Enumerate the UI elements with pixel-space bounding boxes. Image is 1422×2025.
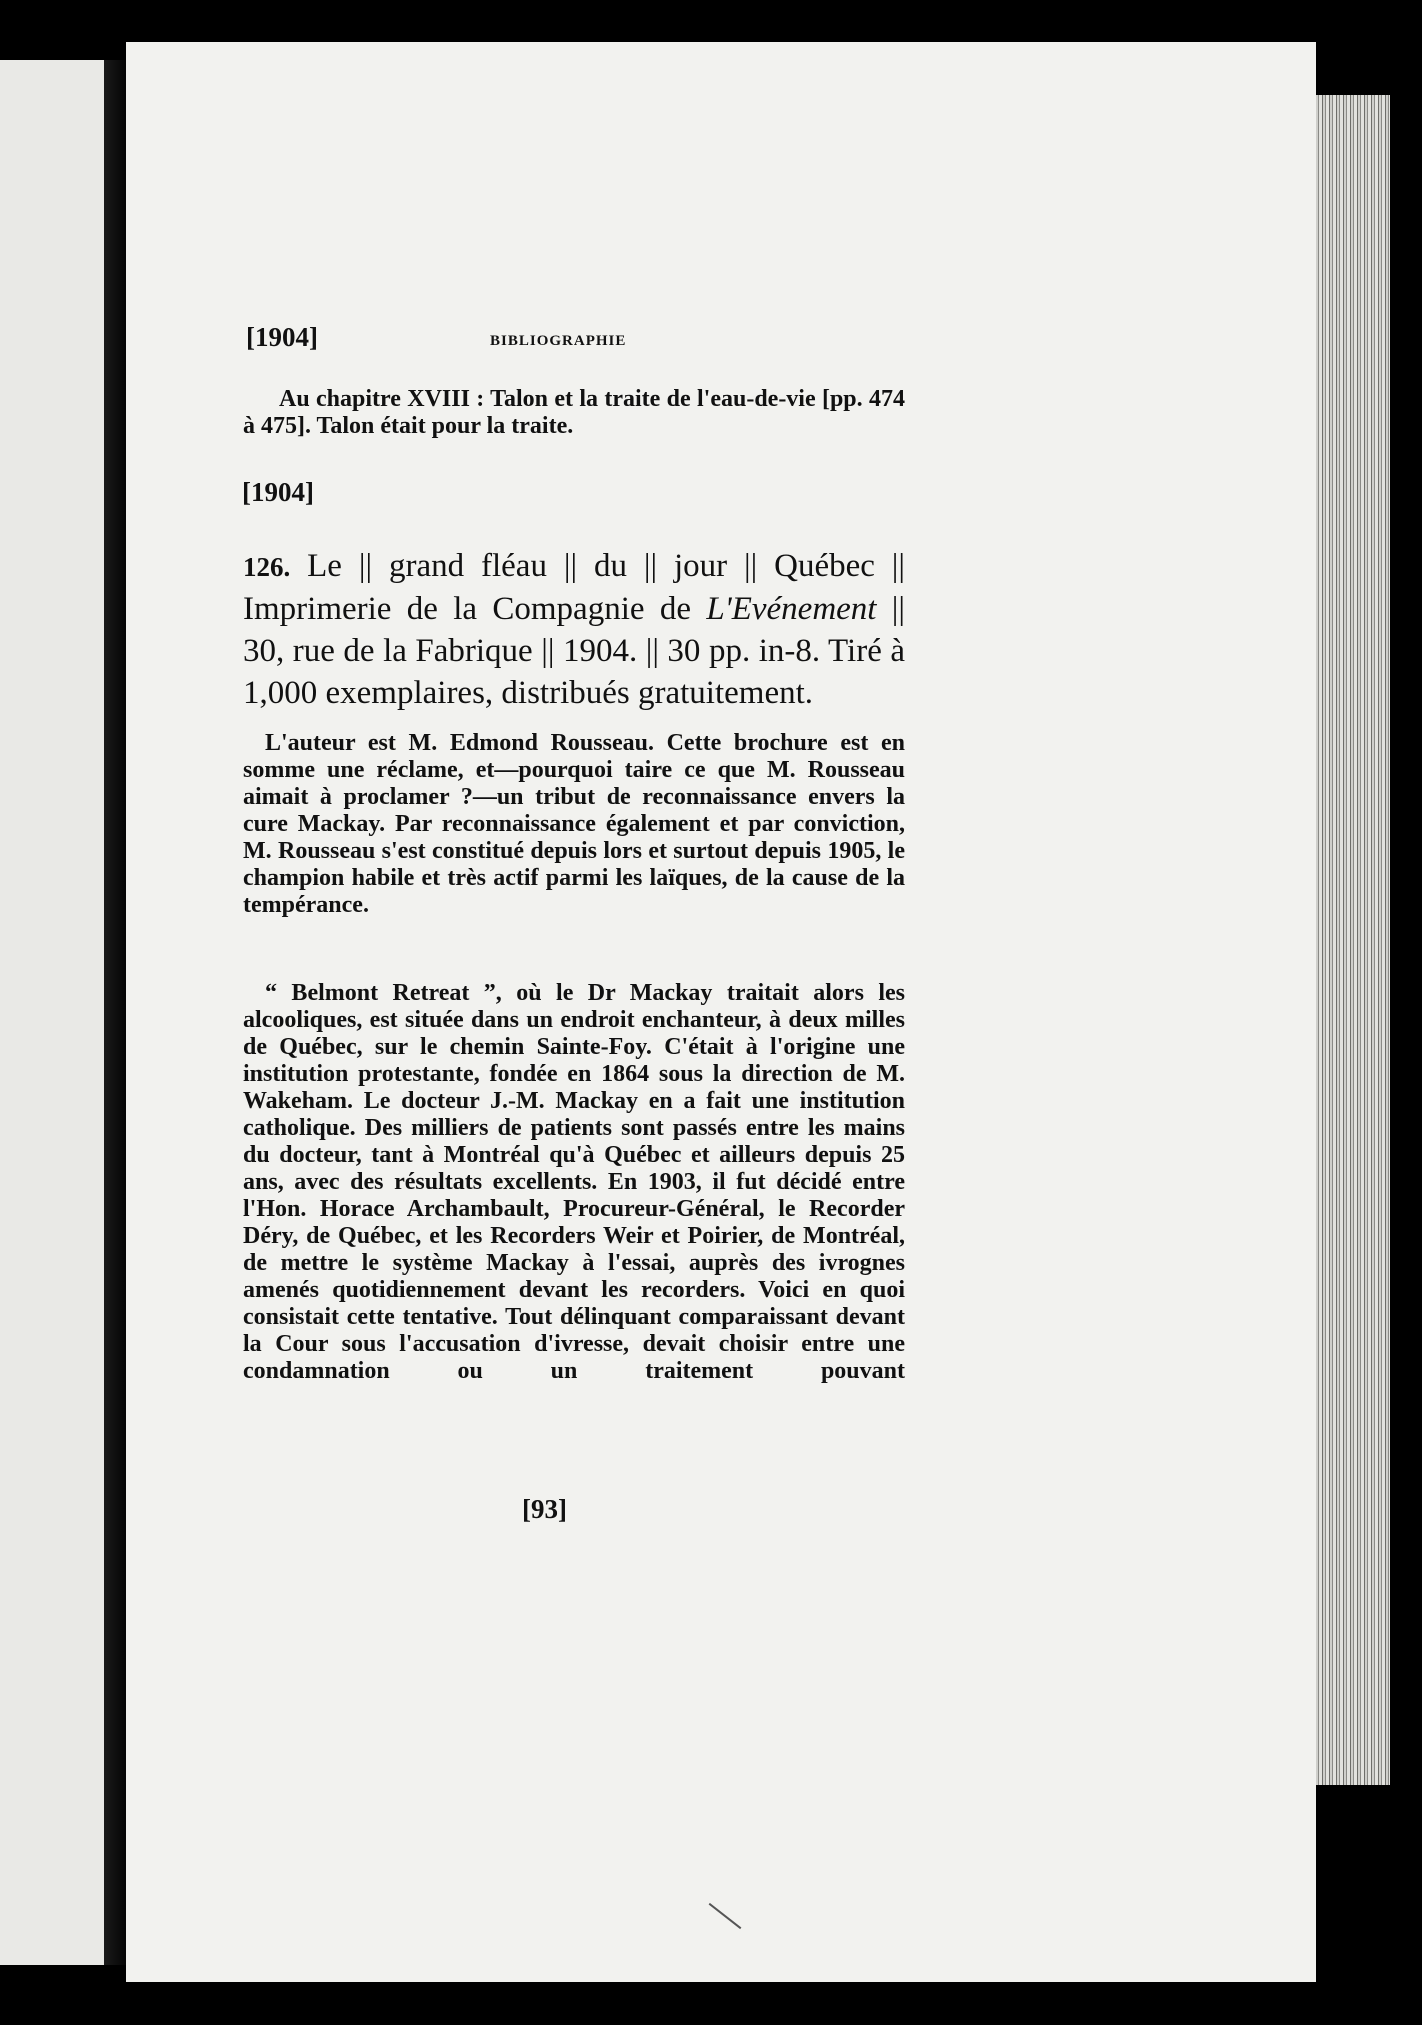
page-number: [93]: [522, 1494, 567, 1524]
entry-number: 126.: [243, 552, 291, 582]
running-header-title: BIBLIOGRAPHIE: [490, 333, 627, 349]
book-gutter: [104, 60, 126, 1965]
entry-text-start: Le || grand fléau || du || jour || Québec || Imprimerie de la Compagnie de: [243, 548, 905, 627]
entry-year: [1904]: [242, 477, 314, 507]
running-header-year: [1904]: [246, 322, 318, 352]
body-paragraph: L'auteur est M. Edmond Rousseau. Cette brochure est en somme une réclame, et—pourquoi taire ce que M. Rousseau aimait à proclamer ?—un tribut de reconnaissance envers la cure Mackay. Par reconnaissance également et par conviction, M. Rousseau s'est constitué depuis lors et surtout depuis 1905, le champion habile et très actif parmi les laïques, de la cause de la tempérance.: [243, 730, 905, 918]
entry-text-end: || 30, rue de la Fabrique || 1904. || 30 pp. in-8. Tiré à 1,000 exemplaires, distribués gratuitement.: [243, 591, 906, 711]
entry-publisher-title: L'Evénement: [706, 591, 877, 627]
bibliography-entry: [243, 545, 905, 714]
intro-paragraph: Au chapitre XVIII : Talon et la traite de l'eau-de-vie [pp. 474 à 475]. Talon était pour la traite.: [243, 386, 905, 439]
left-page-edge: [0, 60, 120, 1965]
body-paragraph: “ Belmont Retreat ”, où le Dr Mackay traitait alors les alcooliques, est située dans un endroit enchanteur, à deux milles de Québec, sur le chemin Sainte-Foy. C'était à l'origine une institution protestante, fondée en 1864 sous la direction de M. Wakeham. Le docteur J.-M. Mackay en a fait une institution catholique. Des milliers de patients sont passés entre les mains du docteur, tant à Montréal qu'à Québec et ailleurs depuis 25 ans, avec des résultats excellents. En 1903, il fut décidé entre l'Hon. Horace Archambault, Procureur-Général, le Recorder Déry, de Québec, et les Recorders Weir et Poirier, de Montréal, de mettre le système Mackay à l'essai, auprès des ivrognes amenés quotidiennement devant les recorders. Voici en quoi consistait cette tentative. Tout délinquant comparaissant devant la Cour sous l'accusation d'ivresse, devait choisir entre une condamnation ou un traitement pouvant: [243, 980, 905, 1384]
